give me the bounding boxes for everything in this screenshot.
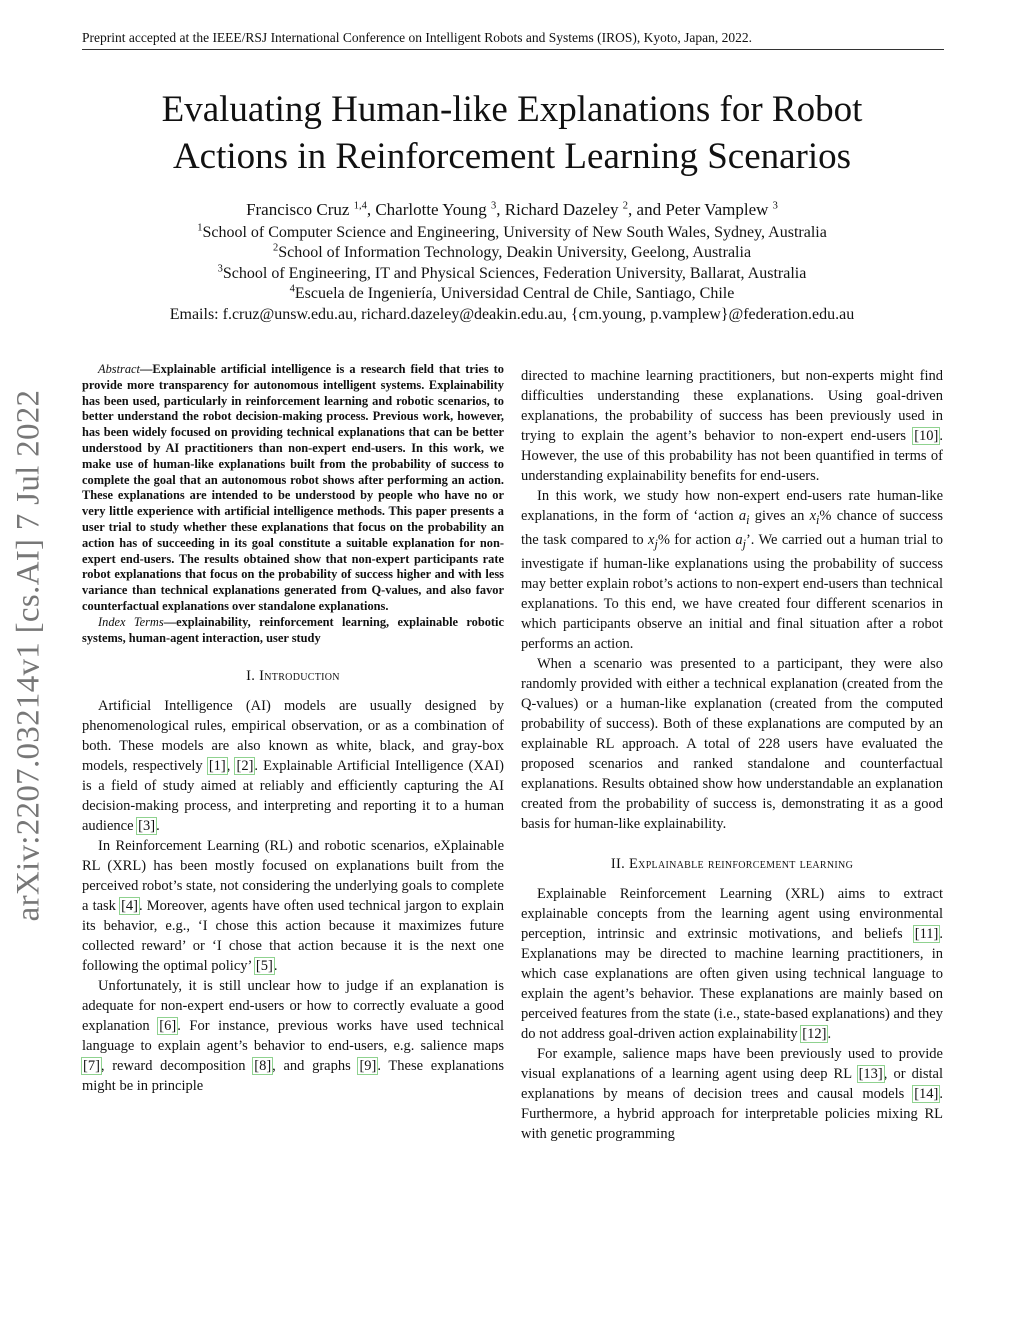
text: .: [827, 1025, 832, 1042]
conference-note: Preprint accepted at the IEEE/RSJ International Conference on Intelligent Robots and Systems (IROS), Kyoto, Japan, 2022.: [82, 30, 944, 50]
math-symbol: a: [738, 508, 747, 524]
section-title: Explainable reinforcement learning: [629, 855, 854, 872]
right-paragraph-3: When a scenario was presented to a participant, they were also randomly provided with either a technical explanation (created from the Q-values) or a human-like explanation (created from the computed probability of success). Both of these explanations are computed by an explainable RL approach. A total of 228 users have evaluated the proposed scenarios and ranked standalone and counterfactual explanations. Results obtained show how understandable an explanation created from the probability of success is, demonstrating it as a good basis for human-like explainability.: [521, 655, 943, 832]
xrl-paragraph-1: [521, 884, 943, 1044]
affil-sup: 3: [217, 263, 223, 275]
text: . Furthermore, a hybrid approach for interpretable policies mixing RL with genetic programming: [521, 1085, 943, 1142]
emails: Emails: f.cruz@unsw.edu.au, richard.dazeley@deakin.edu.au, {cm.young, p.vamplew}@federation.edu.au: [169, 305, 855, 323]
abstract: [82, 362, 504, 646]
text: . Moreover, agents have often used technical jargon to explain its behavior, e.g., ‘I chose this action because it maximizes future collected reward’ or ‘I chose that action because it is the next one following the optimal policy’: [82, 898, 505, 975]
math-symbol: a: [735, 531, 743, 548]
arxiv-stamp: [8, 380, 50, 930]
affil-sup: 1: [197, 222, 203, 234]
text: Explainable Reinforcement Learning (XRL) aims to extract explainable concepts from the learning agent using environmental perception, intrinsic and extrinsic motivations, and beliefs: [521, 885, 943, 942]
index-terms: [82, 615, 504, 647]
abstract-paragraph: [82, 362, 504, 615]
text: In Reinforcement Learning (RL) and robotic scenarios, eXplainable RL (XRL) has been mostly focused on explanations built from the perceived robot’s state, not considering the underlying goals to complete a task: [82, 838, 504, 915]
affiliation-4: [60, 284, 964, 305]
text: .: [273, 958, 278, 975]
math-symbol: x: [809, 508, 817, 524]
citation-link[interactable]: [5]: [255, 958, 273, 975]
title-line-2: Actions in Reinforcement Learning Scenarios: [172, 136, 852, 177]
affil-sup: 2: [272, 242, 279, 254]
intro-paragraph-3: [82, 976, 504, 1096]
text: Unfortunately, it is still unclear how to judge if an explanation is adequate for non-expert end-users or how to correctly evaluate a good explanation: [82, 978, 504, 1035]
math-subscript: i: [746, 512, 750, 527]
author-list: [60, 200, 964, 221]
author-affil-sup: 3: [491, 200, 497, 212]
author-affil-sup: 3: [772, 200, 778, 212]
section-number: II.: [610, 855, 630, 872]
intro-paragraph-2: [82, 836, 504, 976]
author-name: , Charlotte Young: [366, 200, 487, 219]
math-subscript: i: [816, 512, 820, 527]
left-column: [82, 362, 504, 1096]
xrl-paragraph-2: [521, 1044, 943, 1144]
section-title: Introduction: [259, 668, 340, 685]
text: . However, the use of this probability has not been quantified in terms of understanding explainability benefits for end-users.: [521, 428, 943, 484]
title-line-1: Evaluating Human-like Explanations for Robot: [161, 89, 863, 130]
text: gives an: [749, 508, 810, 524]
text: ,: [226, 758, 236, 775]
text: % chance of success the task compared to: [521, 508, 944, 548]
author-affil-sup: 2: [622, 200, 629, 212]
abstract-text: —Explainable artificial intelligence is a research field that tries to provide more transparency for autonomous intelligent systems. Explainability has been used, particularly in reinforcement learning and robotic scenarios, to better understand the robot decision-making process. Previous work, however, has been widely focused on providing technical explanations that can be better understood by AI practitioners than non-expert end-users. In this work, we make use of human-like explanations built from the probability of success to complete the goal that an autonomous robot shows after performing an action. These explanations are intended to be understood by people who have no or very little experience with artificial intelligence methods. This paper presents a user trial to study whether these explanations that focus on the probability an action has of succeeding in its goal constitute a suitable explanation for non-expert end-users. The results obtained show that non-expert participants rate robot explanations that focus on the probability of success higher and with less variance than technical explanations generated from Q-values, and also favor counterfactual explanations over standalone explanations.: [82, 362, 504, 613]
text: ’. We carried out a human trial to investigate if human-like explanations using the probability of success may better explain robot’s actions to non-expert end-users than technical explanations. To this end, we have created four different scenarios in which participants observe an initial and final situation after a robot performs an action.: [521, 531, 944, 652]
author-name: , Richard Dazeley: [496, 200, 619, 219]
section-number: I.: [246, 668, 260, 685]
text: Artificial Intelligence (AI) models are usually designed by phenomenological rules, empirical observation, or as a combination of both. These models are also known as white, black, and gray-box models, respectively: [82, 698, 504, 775]
citation-link[interactable]: [3]: [138, 818, 156, 835]
paper-title: [60, 86, 964, 180]
author-name: , and Peter Vamplew: [628, 200, 769, 219]
citation-link[interactable]: [6]: [159, 1018, 177, 1035]
arxiv-id: arXiv:2207.03214v1 [cs.AI] 7 Jul 2022: [10, 389, 47, 921]
math-subscript: j: [742, 536, 746, 551]
affiliation-3: [60, 264, 964, 285]
text: , reward decomposition: [100, 1058, 254, 1075]
citation-link[interactable]: [13]: [858, 1065, 883, 1082]
text: , or distal explanations by means of decision trees and causal models: [521, 1065, 943, 1102]
citation-link[interactable]: [2]: [236, 758, 254, 775]
text: In this work, we study how non-expert end-users rate human-like explanations, in the form of ‘action: [521, 488, 943, 524]
citation-link[interactable]: [8]: [254, 1058, 272, 1075]
affil-text: School of Computer Science and Engineering, University of New South Wales, Sydney, Australia: [202, 223, 827, 241]
citation-link[interactable]: [1]: [208, 758, 226, 775]
text: . For instance, previous works have used technical language to explain agent’s behavior to end-users, e.g. salience maps: [82, 1018, 504, 1055]
text: , and graphs: [272, 1058, 359, 1075]
citation-link[interactable]: [12]: [802, 1025, 827, 1042]
right-paragraph-1: [521, 366, 943, 486]
intro-paragraph-1: [82, 696, 504, 836]
text: . Explainable Artificial Intelligence (XAI) is a field of study aimed at reliably and efficiently capturing the AI decision-making process, and interpreting and reporting it to a human audience: [82, 758, 504, 835]
index-terms-label: Index Terms: [98, 614, 164, 629]
citation-link[interactable]: [11]: [914, 925, 939, 942]
right-column: [521, 366, 943, 1144]
citation-link[interactable]: [10]: [914, 428, 939, 444]
text: . Explanations may be directed to machine learning practitioners, in which case explanations are often given using technical language to explain the agent’s behavior. These explanations are mainly based on perceived features from the state (i.e., state-based explanations) and they do not address goal-driven action explainability: [521, 925, 943, 1042]
affiliation-2: [60, 243, 964, 264]
text: For example, salience maps have been previously used to provide visual explanations of a learning agent using deep RL: [521, 1045, 943, 1082]
citation-link[interactable]: [7]: [83, 1058, 100, 1075]
text: % for action: [657, 531, 736, 548]
index-terms-text: —explainability, reinforcement learning, explainable robotic systems, human-agent interaction, user study: [82, 614, 504, 645]
math-subscript: j: [654, 536, 658, 551]
right-paragraph-2: [521, 486, 943, 654]
text: .: [156, 818, 160, 835]
affiliation-1: [60, 223, 964, 244]
citation-link[interactable]: [9]: [359, 1058, 377, 1075]
affil-text: School of Engineering, IT and Physical Sciences, Federation University, Ballarat, Australia: [222, 264, 807, 282]
section-heading-introduction: [82, 666, 504, 686]
text: . These explanations might be in principle: [82, 1058, 504, 1095]
affil-text: Escuela de Ingeniería, Universidad Central de Chile, Santiago, Chile: [294, 285, 735, 302]
affil-sup: 4: [289, 283, 295, 295]
affil-text: School of Information Technology, Deakin University, Geelong, Australia: [278, 244, 752, 261]
abstract-label: Abstract: [98, 362, 140, 376]
citation-link[interactable]: [14]: [914, 1085, 939, 1102]
citation-link[interactable]: [4]: [121, 898, 139, 915]
author-affil-sup: 1,4: [353, 200, 367, 212]
author-block: [60, 200, 964, 325]
section-heading-xrl: [521, 854, 943, 874]
author-name: Francisco Cruz: [246, 200, 350, 219]
text: directed to machine learning practitioners, but non-experts might find difficulties understanding these explanations. Using goal-driven explanations, the probability of success has been previously used in trying to explain the agent’s behavior to non-expert end-users: [521, 368, 943, 444]
math-symbol: x: [648, 531, 655, 548]
